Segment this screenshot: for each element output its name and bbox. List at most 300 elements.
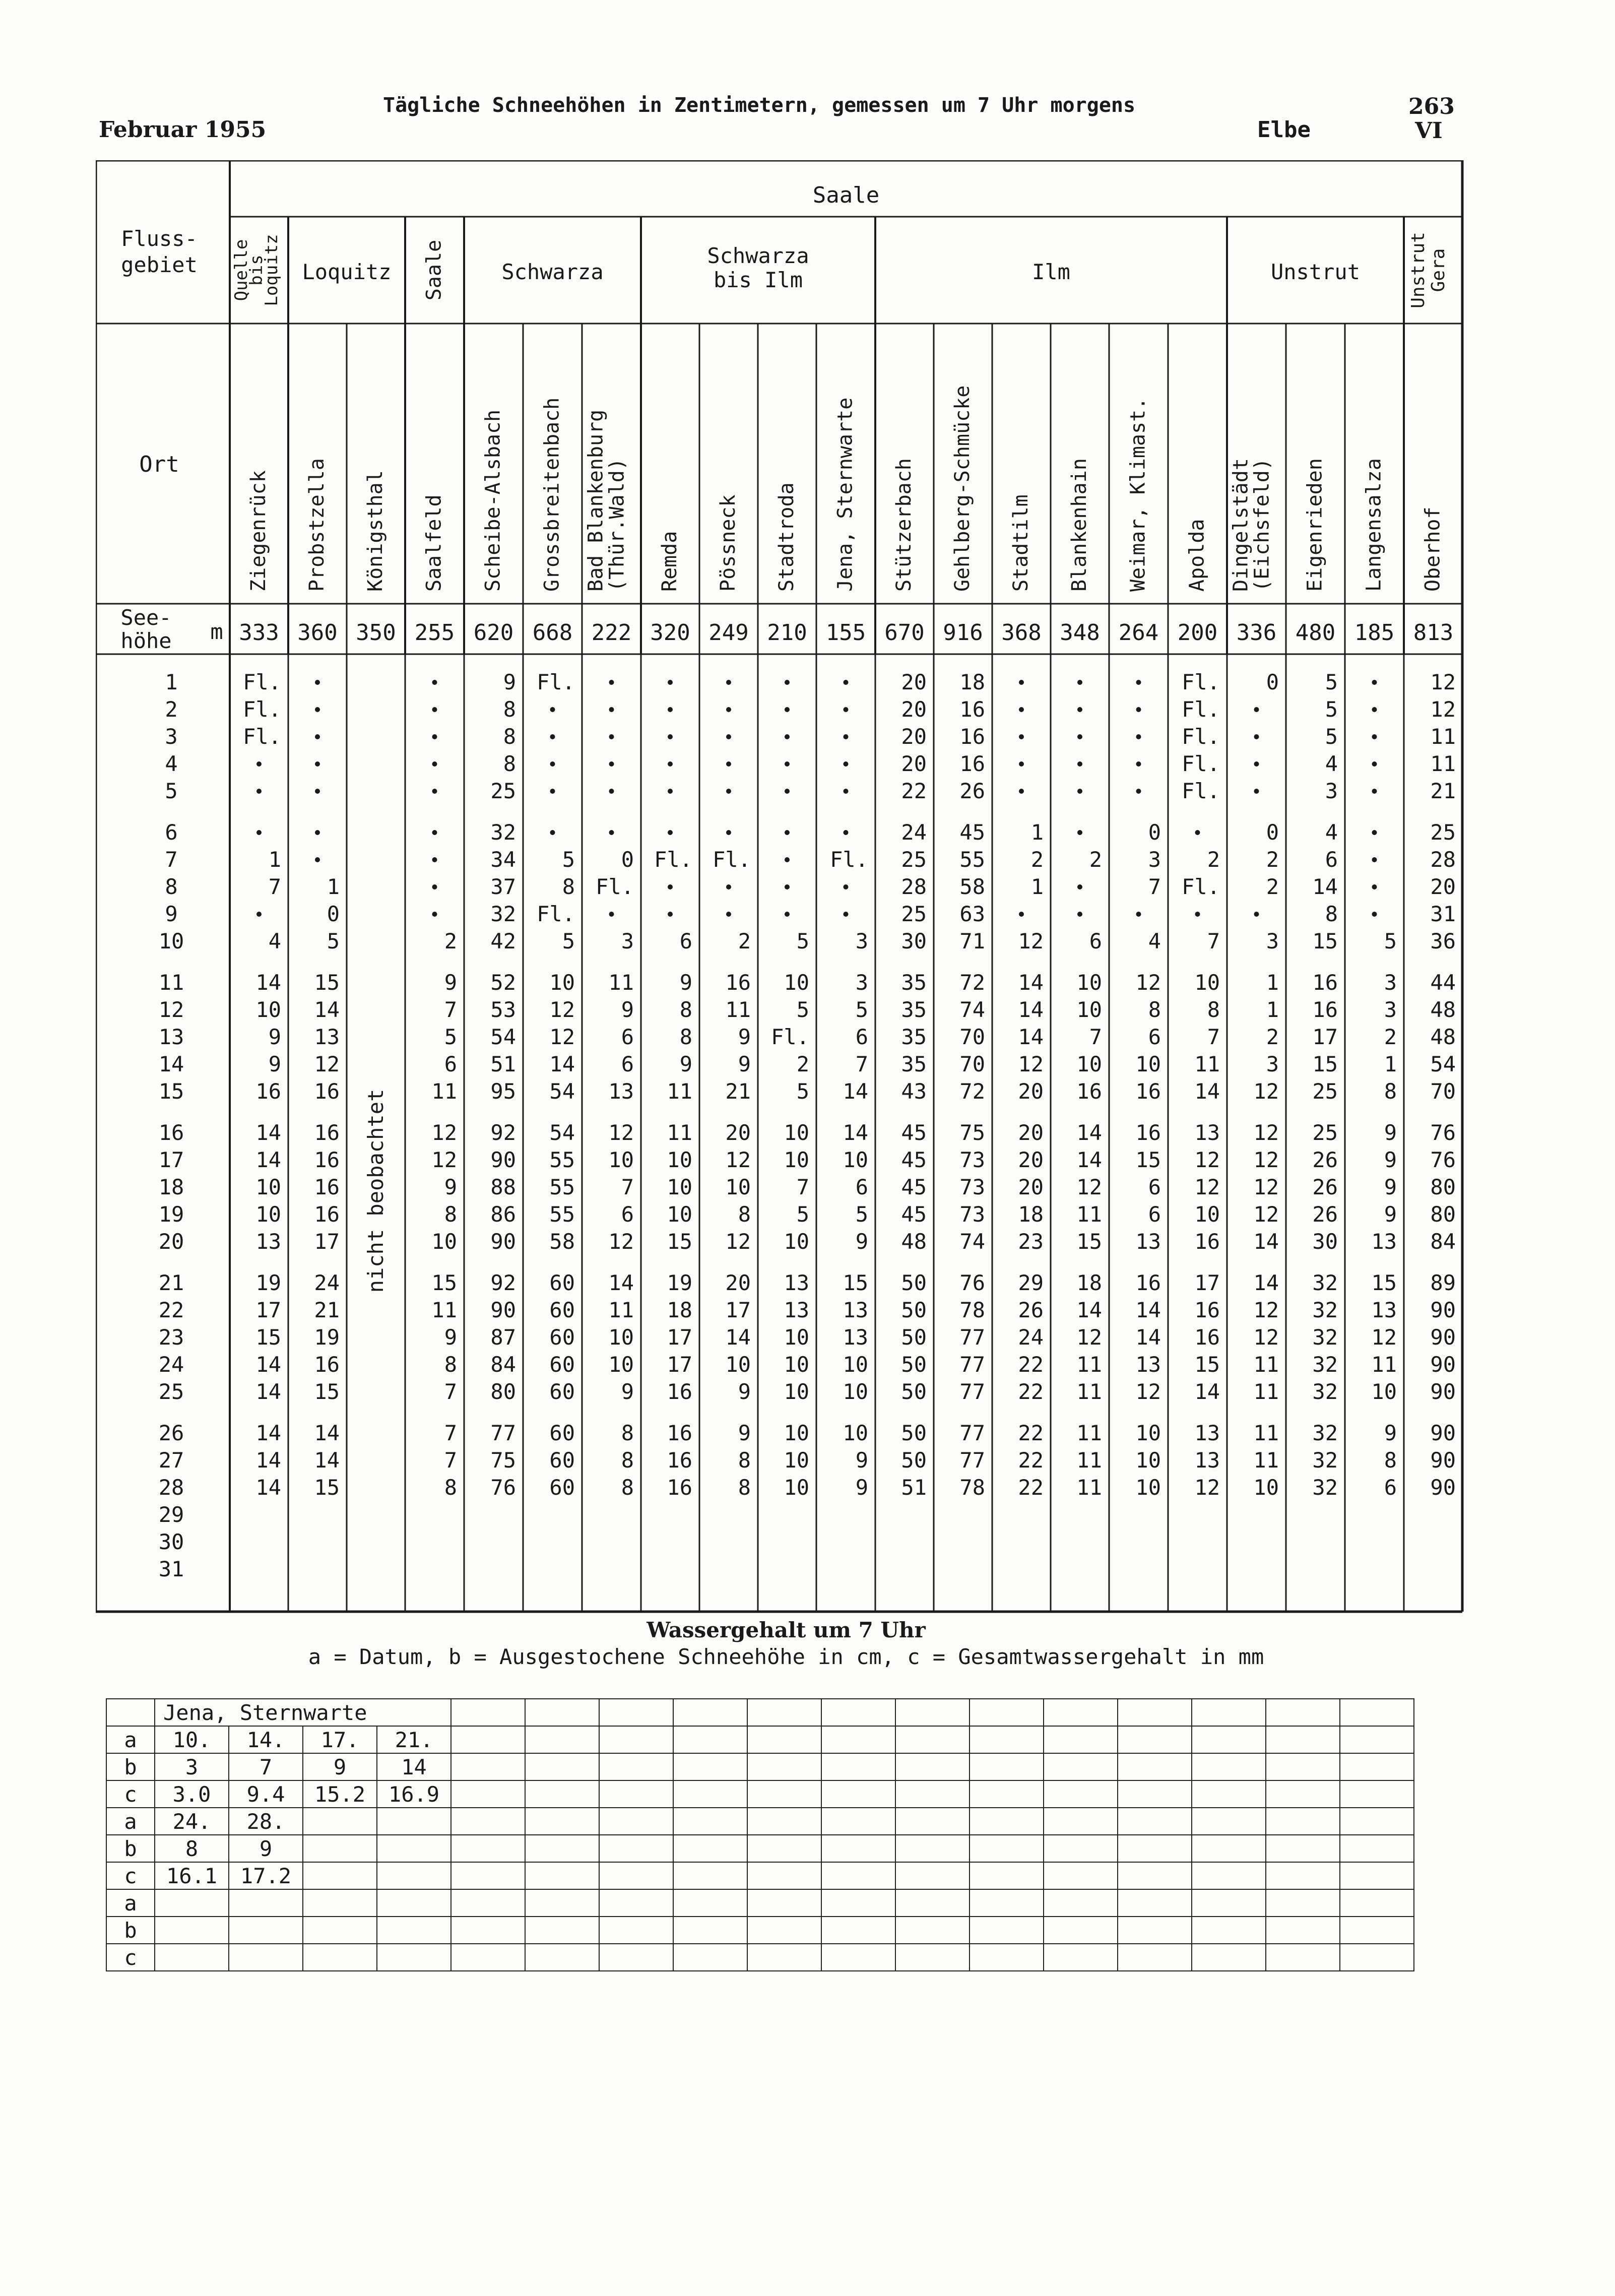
snow-depth-value: 14 [255, 1352, 281, 1377]
snow-depth-value: 14 [1076, 1120, 1102, 1145]
no-snow-dot [550, 734, 555, 739]
water-a-value: 24. [155, 1808, 229, 1835]
empty-cell [1266, 1889, 1340, 1917]
snow-depth-value: 5 [562, 847, 575, 872]
no-snow-dot [1019, 789, 1024, 794]
empty-cell [599, 1753, 673, 1780]
empty-cell [525, 1753, 599, 1780]
empty-cell [895, 1944, 970, 1971]
water-b-value: 9 [229, 1835, 303, 1862]
no-snow-dot [1077, 734, 1082, 739]
snow-depth-value: 24 [1018, 1325, 1044, 1350]
empty-cell [451, 1753, 525, 1780]
row-label-a: a [106, 1808, 155, 1835]
empty-cell [1118, 1699, 1192, 1726]
empty-cell [1118, 1726, 1192, 1753]
row-label-a: a [106, 1889, 155, 1917]
snow-depth-value: 10 [549, 970, 575, 995]
snow-depth-value: 14 [1253, 1270, 1279, 1295]
snow-depth-value: 16 [314, 1175, 340, 1199]
day-label: 27 [158, 1448, 184, 1473]
empty-cell [1266, 1917, 1340, 1944]
snow-depth-value: 90 [1430, 1352, 1456, 1377]
day-label: 16 [158, 1120, 184, 1145]
snow-depth-value: 70 [959, 1052, 985, 1076]
empty-cell [1044, 1944, 1118, 1971]
snow-depth-value: 14 [1135, 1325, 1161, 1350]
snow-depth-value: 12 [1253, 1079, 1279, 1104]
group-saale: Saale [422, 239, 446, 301]
snow-depth-value: 2 [1089, 847, 1102, 872]
day-label: 11 [158, 970, 184, 995]
station-name: Blankenhain [1068, 458, 1091, 592]
snow-depth-value: 11 [1076, 1448, 1102, 1473]
snow-depth-value: 4 [1148, 929, 1161, 953]
snow-depth-value: 90 [1430, 1298, 1456, 1322]
snow-depth-value: 12 [1253, 1175, 1279, 1199]
snow-depth-value: 60 [549, 1379, 575, 1404]
empty-cell [1340, 1808, 1414, 1835]
snow-depth-value: 14 [255, 1448, 281, 1473]
no-snow-dot [1136, 761, 1141, 767]
empty-cell [1266, 1699, 1340, 1726]
no-snow-dot [609, 761, 614, 767]
snow-depth-value: 55 [549, 1147, 575, 1172]
snow-depth-value: 37 [490, 874, 516, 899]
no-snow-dot [726, 830, 731, 835]
empty-cell [1118, 1889, 1192, 1917]
snow-depth-value: 7 [444, 1448, 457, 1473]
snow-depth-value: 12 [1253, 1120, 1279, 1145]
no-snow-dot [668, 830, 673, 835]
no-snow-dot [432, 707, 437, 712]
snow-depth-value: 10 [725, 1175, 751, 1199]
no-snow-dot [315, 707, 320, 712]
snow-depth-value: 9 [738, 1421, 751, 1445]
empty-cell [673, 1726, 747, 1753]
snow-depth-value: 15 [1135, 1147, 1161, 1172]
snow-depth-value: 32 [1312, 1448, 1338, 1473]
snow-depth-value: 9 [621, 1379, 634, 1404]
snow-depth-value: 14 [255, 1379, 281, 1404]
no-snow-dot [844, 830, 849, 835]
snow-depth-value: 9 [1384, 1120, 1397, 1145]
snow-depth-value: 0 [327, 902, 340, 926]
snow-depth-value: 8 [1384, 1079, 1397, 1104]
snow-depth-value: Fl. [243, 697, 281, 722]
snow-depth-value: 12 [1018, 929, 1044, 953]
snow-depth-value: 19 [667, 1270, 692, 1295]
empty-cell [599, 1917, 673, 1944]
snow-depth-value: 10 [1135, 1475, 1161, 1500]
snow-depth-value: 6 [855, 1175, 868, 1199]
snow-depth-value: 10 [784, 1229, 809, 1254]
snow-depth-value: 12 [431, 1120, 457, 1145]
station-elevation: 264 [1118, 620, 1159, 646]
day-label: 9 [165, 902, 178, 926]
snow-depth-value: 10 [608, 1325, 634, 1350]
no-snow-dot [315, 789, 320, 794]
snow-depth-value: 8 [1325, 902, 1338, 926]
no-snow-dot [432, 912, 437, 917]
snow-depth-value: 12 [725, 1229, 751, 1254]
no-snow-dot [1019, 680, 1024, 685]
empty-cell [1044, 1699, 1118, 1726]
empty-cell [1192, 1753, 1266, 1780]
no-snow-dot [668, 680, 673, 685]
snow-depth-value: 9 [503, 670, 516, 694]
empty-cell [970, 1835, 1044, 1862]
empty-cell [895, 1835, 970, 1862]
snow-depth-value: 10 [667, 1147, 692, 1172]
snow-depth-value: 16 [667, 1448, 692, 1473]
snow-depth-value: 6 [1148, 1202, 1161, 1227]
snow-depth-value: Fl. [830, 847, 868, 872]
snow-depth-value: 9 [1384, 1175, 1397, 1199]
snow-depth-value: 75 [490, 1448, 516, 1473]
water-c-value: 15.2 [303, 1780, 377, 1808]
station-elevation: 480 [1295, 620, 1336, 646]
station-elevation: 249 [708, 620, 749, 646]
month-label: Februar 1955 [99, 117, 267, 143]
snow-depth-value: 8 [679, 997, 692, 1022]
snow-depth-value: 45 [901, 1175, 927, 1199]
snow-depth-value: 20 [901, 697, 927, 722]
snow-depth-value: 90 [1430, 1421, 1456, 1445]
snow-depth-value: 5 [1384, 929, 1397, 953]
snow-depth-value: 10 [784, 1421, 809, 1445]
snow-depth-value: 11 [1194, 1052, 1220, 1076]
no-snow-dot [1077, 789, 1082, 794]
snow-depth-value: 17 [1312, 1025, 1338, 1049]
snow-depth-value: 80 [1430, 1175, 1456, 1199]
day-label: 15 [158, 1079, 184, 1104]
snow-depth-value: 2 [1030, 847, 1044, 872]
no-snow-dot [726, 789, 731, 794]
snow-depth-value: 5 [855, 997, 868, 1022]
empty-cell [1192, 1889, 1266, 1917]
no-snow-dot [609, 912, 614, 917]
empty-cell [1044, 1862, 1118, 1889]
no-snow-dot [550, 830, 555, 835]
empty-cell [970, 1944, 1044, 1971]
snow-depth-value: 16 [1312, 997, 1338, 1022]
snow-depth-value: 14 [1018, 1025, 1044, 1049]
snow-depth-value: 10 [667, 1202, 692, 1227]
snow-depth-value: 89 [1430, 1270, 1456, 1295]
snow-depth-value: 12 [1194, 1475, 1220, 1500]
row-label-b: b [106, 1835, 155, 1862]
snow-depth-value: 16 [314, 1147, 340, 1172]
station-name: Stützerbach [892, 458, 916, 592]
snow-depth-value: 0 [621, 847, 634, 872]
no-snow-dot [668, 912, 673, 917]
snow-depth-value: 12 [1371, 1325, 1397, 1350]
snow-depth-value: 14 [255, 1475, 281, 1500]
no-snow-dot [844, 789, 849, 794]
day-label: 13 [158, 1025, 184, 1049]
empty-cell [525, 1889, 599, 1917]
snow-depth-value: 50 [901, 1298, 927, 1322]
empty-cell [1044, 1726, 1118, 1753]
snow-depth-value: 10 [1076, 1052, 1102, 1076]
snow-depth-value: 77 [959, 1421, 985, 1445]
station-elevation: 350 [356, 620, 396, 646]
no-snow-dot [432, 734, 437, 739]
snow-depth-value: 26 [1018, 1298, 1044, 1322]
snow-depth-value: 2 [738, 929, 751, 953]
day-label: 31 [158, 1557, 184, 1581]
snow-depth-value: 14 [314, 1448, 340, 1473]
snow-depth-value: 10 [1076, 970, 1102, 995]
snow-depth-value: 17 [255, 1298, 281, 1322]
snow-depth-value: 8 [1384, 1448, 1397, 1473]
snow-depth-value: 15 [1076, 1229, 1102, 1254]
snow-depth-value: 16 [314, 1202, 340, 1227]
snow-depth-value: 2 [1207, 847, 1220, 872]
empty-cell [451, 1780, 525, 1808]
snow-depth-value: 76 [1430, 1120, 1456, 1145]
snow-depth-value: 11 [608, 970, 634, 995]
empty-cell [106, 1699, 155, 1726]
snow-depth-value: 74 [959, 997, 985, 1022]
snow-depth-value: 9 [444, 1325, 457, 1350]
day-label: 2 [165, 697, 178, 722]
no-snow-dot [726, 884, 731, 889]
snow-depth-value: 12 [1253, 1202, 1279, 1227]
no-snow-dot [785, 734, 790, 739]
snow-depth-value: 8 [738, 1475, 751, 1500]
water-a-value [155, 1889, 229, 1917]
empty-cell [821, 1753, 895, 1780]
snow-depth-value: 42 [490, 929, 516, 953]
snow-depth-value: 12 [1253, 1325, 1279, 1350]
no-snow-dot [432, 761, 437, 767]
snow-depth-value: 21 [1430, 779, 1456, 803]
snow-depth-value: 50 [901, 1325, 927, 1350]
water-a-value [229, 1889, 303, 1917]
snow-depth-value: 9 [444, 970, 457, 995]
snow-depth-value: 10 [608, 1352, 634, 1377]
snow-depth-value: 76 [959, 1270, 985, 1295]
snow-depth-value: 11 [608, 1298, 634, 1322]
empty-cell [747, 1835, 821, 1862]
station-elevation: 336 [1236, 620, 1277, 646]
snow-depth-value: 10 [784, 1147, 809, 1172]
water-a-value [377, 1889, 451, 1917]
empty-cell [1192, 1699, 1266, 1726]
snow-depth-value: 11 [1253, 1448, 1279, 1473]
snow-depth-value: 11 [1076, 1379, 1102, 1404]
snow-depth-value: 12 [549, 1025, 575, 1049]
no-snow-dot [609, 707, 614, 712]
empty-cell [821, 1726, 895, 1753]
seehoehe-label-2: höhe [120, 628, 172, 653]
snow-depth-value: 92 [490, 1270, 516, 1295]
snow-depth-value: 10 [784, 1352, 809, 1377]
snow-depth-value: 72 [959, 970, 985, 995]
snow-depth-value: 50 [901, 1379, 927, 1404]
snow-depth-value: 71 [959, 929, 985, 953]
empty-cell [599, 1780, 673, 1808]
no-snow-dot [1136, 789, 1141, 794]
snow-depth-value: 32 [1312, 1421, 1338, 1445]
no-snow-dot [432, 680, 437, 685]
no-snow-dot [844, 884, 849, 889]
no-snow-dot [726, 734, 731, 739]
snow-depth-value: 54 [549, 1079, 575, 1104]
snow-depth-value: 18 [1018, 1202, 1044, 1227]
day-label: 30 [158, 1529, 184, 1554]
empty-cell [525, 1726, 599, 1753]
snow-depth-value: 2 [444, 929, 457, 953]
snow-depth-value: 22 [1018, 1448, 1044, 1473]
no-snow-dot [1372, 884, 1377, 889]
snow-depth-value: 73 [959, 1202, 985, 1227]
snow-depth-value: 51 [490, 1052, 516, 1076]
snow-depth-value: 70 [959, 1025, 985, 1049]
snow-depth-value: 25 [1430, 820, 1456, 845]
empty-cell [747, 1726, 821, 1753]
no-snow-dot [1254, 707, 1259, 712]
snow-depth-value: 6 [855, 1025, 868, 1049]
water-a-value [303, 1889, 377, 1917]
snow-depth-value: 11 [431, 1298, 457, 1322]
snow-depth-value: 73 [959, 1175, 985, 1199]
snow-depth-value: 84 [1430, 1229, 1456, 1254]
snow-depth-value: 32 [1312, 1298, 1338, 1322]
no-snow-dot [1019, 707, 1024, 712]
no-snow-dot [1077, 884, 1082, 889]
snow-depth-value: 3 [855, 970, 868, 995]
snow-depth-value: Fl. [243, 670, 281, 694]
empty-cell [1192, 1944, 1266, 1971]
snow-depth-value: 11 [1076, 1352, 1102, 1377]
snow-depth-value: 36 [1430, 929, 1456, 953]
empty-cell [821, 1862, 895, 1889]
snow-depth-value: 73 [959, 1147, 985, 1172]
snow-depth-value: 14 [843, 1120, 868, 1145]
snow-depth-value: 14 [1135, 1298, 1161, 1322]
station-name: Langensalza [1362, 458, 1386, 592]
snow-depth-value: 18 [1076, 1270, 1102, 1295]
snow-depth-value: 76 [1430, 1147, 1456, 1172]
snow-depth-value: 32 [490, 902, 516, 926]
water-c-value [155, 1944, 229, 1971]
snow-depth-value: 0 [1148, 820, 1161, 845]
snow-depth-value: 32 [1312, 1379, 1338, 1404]
snow-depth-value: 3 [1266, 929, 1279, 953]
snow-depth-value: 1 [1030, 874, 1044, 899]
snow-depth-value: 14 [1253, 1229, 1279, 1254]
water-b-value: 9 [303, 1753, 377, 1780]
snow-depth-value: 32 [1312, 1475, 1338, 1500]
snow-depth-value: 8 [444, 1202, 457, 1227]
snow-depth-value: 1 [268, 847, 281, 872]
snow-depth-value: 10 [255, 1202, 281, 1227]
snow-depth-value: 50 [901, 1270, 927, 1295]
group-schwarza-ilm-1: Schwarza [707, 243, 809, 268]
station-elevation: 185 [1354, 620, 1395, 646]
snow-depth-value: 9 [738, 1379, 751, 1404]
snow-depth-value: 70 [1430, 1079, 1456, 1104]
station-name-sub: (Eichsfeld) [1250, 458, 1274, 592]
station-name: Jena, Sternwarte [833, 397, 857, 592]
snow-depth-value: 10 [843, 1421, 868, 1445]
snow-depth-value: 55 [549, 1202, 575, 1227]
snow-depth-value: 10 [1135, 1421, 1161, 1445]
snow-depth-value: 26 [1312, 1202, 1338, 1227]
no-snow-dot [668, 789, 673, 794]
empty-cell [451, 1726, 525, 1753]
empty-cell [1192, 1780, 1266, 1808]
empty-cell [821, 1808, 895, 1835]
water-content-table [106, 1698, 1414, 1971]
station-name: Grossbreitenbach [540, 397, 564, 592]
day-label: 3 [165, 724, 178, 749]
snow-depth-value: 2 [1266, 1025, 1279, 1049]
snow-depth-value: 44 [1430, 970, 1456, 995]
no-snow-dot [1136, 707, 1141, 712]
water-b-value: 8 [155, 1835, 229, 1862]
station-elevation: 348 [1060, 620, 1100, 646]
empty-cell [1340, 1753, 1414, 1780]
snow-depth-value: 10 [843, 1379, 868, 1404]
snow-depth-value: 18 [667, 1298, 692, 1322]
row-label-c: c [106, 1780, 155, 1808]
snow-depth-value: 9 [444, 1175, 457, 1199]
snow-depth-value: 11 [1371, 1352, 1397, 1377]
snow-depth-value: 16 [314, 1352, 340, 1377]
empty-cell [673, 1917, 747, 1944]
snow-depth-value: 5 [855, 1202, 868, 1227]
station-name: Königsthal [364, 470, 387, 592]
snow-depth-value: 20 [901, 724, 927, 749]
snow-depth-value: 5 [562, 929, 575, 953]
snow-depth-value: 19 [314, 1325, 340, 1350]
snow-depth-value: 10 [843, 1352, 868, 1377]
snow-depth-value: Fl. [1182, 670, 1220, 694]
no-snow-dot [550, 707, 555, 712]
snow-depth-value: 90 [490, 1147, 516, 1172]
water-c-value: 16.1 [155, 1862, 229, 1889]
empty-cell [451, 1889, 525, 1917]
snow-depth-value: 7 [1207, 929, 1220, 953]
snow-depth-value: 0 [1266, 670, 1279, 694]
water-c-value [229, 1944, 303, 1971]
group-quelle-3: Loquitz [262, 234, 282, 306]
snow-depth-value: 23 [1018, 1229, 1044, 1254]
snow-depth-value: 25 [901, 847, 927, 872]
no-snow-dot [785, 789, 790, 794]
snow-depth-value: 78 [959, 1475, 985, 1500]
empty-cell [599, 1944, 673, 1971]
day-label: 14 [158, 1052, 184, 1076]
snow-depth-value: 10 [784, 1325, 809, 1350]
no-snow-dot [1077, 912, 1082, 917]
snow-depth-value: 90 [1430, 1325, 1456, 1350]
no-snow-dot [844, 912, 849, 917]
snow-depth-value: 12 [1253, 1147, 1279, 1172]
snow-depth-value: 4 [268, 929, 281, 953]
snow-depth-value: 15 [314, 1379, 340, 1404]
water-a-value: 14. [229, 1726, 303, 1753]
snow-depth-value: 45 [901, 1202, 927, 1227]
snow-depth-value: 10 [608, 1147, 634, 1172]
snow-depth-value: 14 [1076, 1147, 1102, 1172]
snow-depth-value: 20 [1018, 1079, 1044, 1104]
empty-cell [895, 1862, 970, 1889]
